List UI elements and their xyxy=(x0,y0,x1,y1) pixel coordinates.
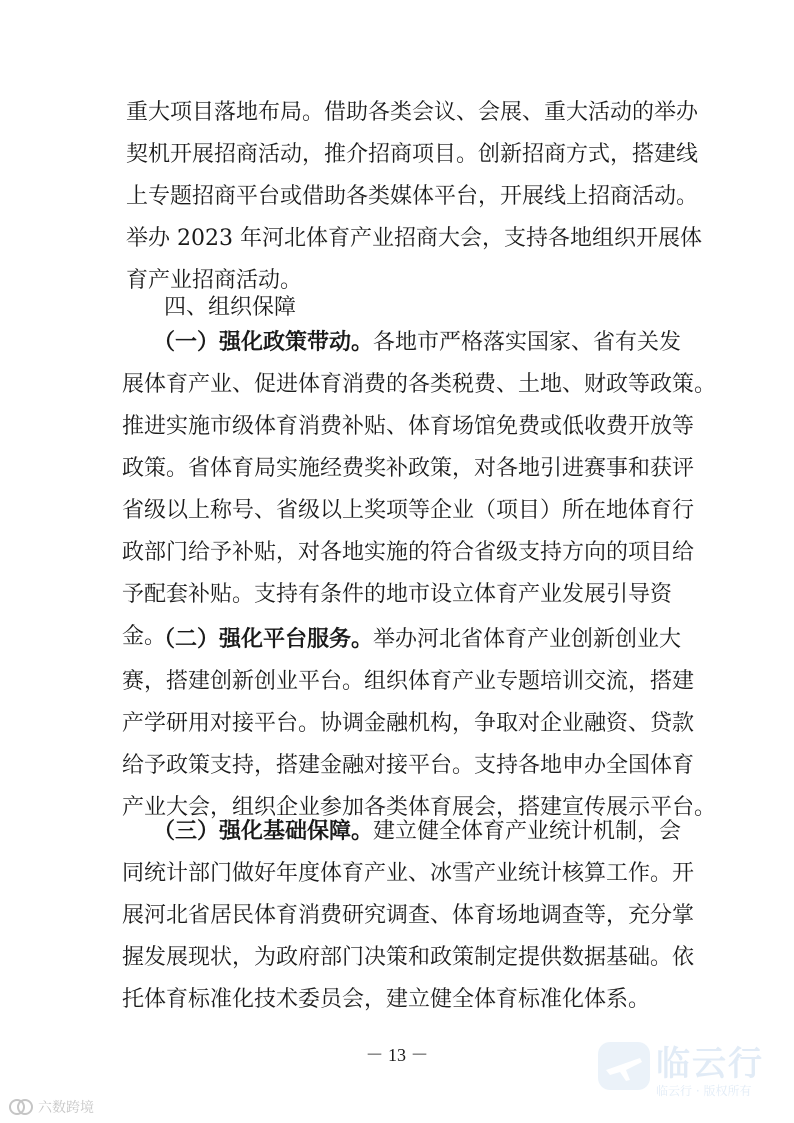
platform-title: （二）强化平台服务。 xyxy=(153,627,374,652)
intro-line-2: 契机开展招商活动，推介招商项目。创新招商方式，搭建线 xyxy=(126,142,699,167)
platform-line-3: 产学研用对接平台。协调金融机构，争取对企业融资、贷款 xyxy=(122,711,695,736)
platform-line-5: 产业大会，组织企业参加各类体育展会，搭建宣传展示平台。 xyxy=(122,795,717,820)
policy-line-8: 金。 xyxy=(122,624,167,649)
foundation-line-1: （三）强化基础保障。建立健全体育产业统计机制，会 xyxy=(153,819,682,844)
policy-line-2: 展体育产业、促进体育消费的各类税费、土地、财政等政策。 xyxy=(122,372,717,397)
foundation-line-2: 同统计部门做好年度体育产业、冰雪产业统计核算工作。开 xyxy=(122,861,695,886)
watermark-right xyxy=(594,1034,784,1106)
foundation-line-5: 托体育标准化技术委员会，建立健全体育标准化体系。 xyxy=(122,987,651,1012)
page-number: － 13 － xyxy=(365,1045,429,1065)
foundation-title: （三）强化基础保障。 xyxy=(153,819,374,844)
policy-line-7: 予配套补贴。支持有条件的地市设立体育产业发展引导资 xyxy=(122,582,673,607)
policy-line-5: 省级以上称号、省级以上奖项等企业（项目）所在地体育行 xyxy=(122,498,695,523)
foundation-line-4: 握发展现状，为政府部门决策和政策制定提供数据基础。依 xyxy=(122,945,695,970)
policy-title: （一）强化政策带动。 xyxy=(153,330,374,355)
section-heading: 四、组织保障 xyxy=(164,295,297,320)
intro-line-3: 上专题招商平台或借助各类媒体平台，开展线上招商活动。 xyxy=(126,184,699,209)
policy-line-1: （一）强化政策带动。各地市严格落实国家、省有关发 xyxy=(153,330,682,355)
platform-line-2: 赛，搭建创新创业平台。组织体育产业专题培训交流，搭建 xyxy=(122,669,695,694)
intro-line-4: 举办 2023 年河北体育产业招商大会，支持各地组织开展体 xyxy=(126,226,702,251)
intro-line-5: 育产业招商活动。 xyxy=(126,268,303,293)
platform-line-1: （二）强化平台服务。举办河北省体育产业创新创业大 xyxy=(153,627,682,652)
policy-line-6: 政部门给予补贴，对各地实施的符合省级支持方向的项目给 xyxy=(122,540,695,565)
policy-line-3: 推进实施市级体育消费补贴、体育场馆免费或低收费开放等 xyxy=(122,414,695,439)
platform-line-4: 给予政策支持，搭建金融对接平台。支持各地申办全国体育 xyxy=(122,753,695,778)
airplane-logo-icon xyxy=(596,1040,652,1092)
watermark-left xyxy=(8,1096,94,1118)
watermark-right-sub: 临云行 · 版权所有 xyxy=(656,1084,752,1098)
intro-line-1: 重大项目落地布局。借助各类会议、会展、重大活动的举办 xyxy=(126,100,699,125)
watermark-right-title: 临云行 xyxy=(656,1044,764,1084)
policy-line-4: 政策。省体育局实施经费奖补政策，对各地引进赛事和获评 xyxy=(122,456,695,481)
foundation-line-3: 展河北省居民体育消费研究调查、体育场地调查等，充分掌 xyxy=(122,903,695,928)
brand-logo-icon xyxy=(8,1098,34,1116)
watermark-left-text: 六数跨境 xyxy=(38,1100,94,1116)
